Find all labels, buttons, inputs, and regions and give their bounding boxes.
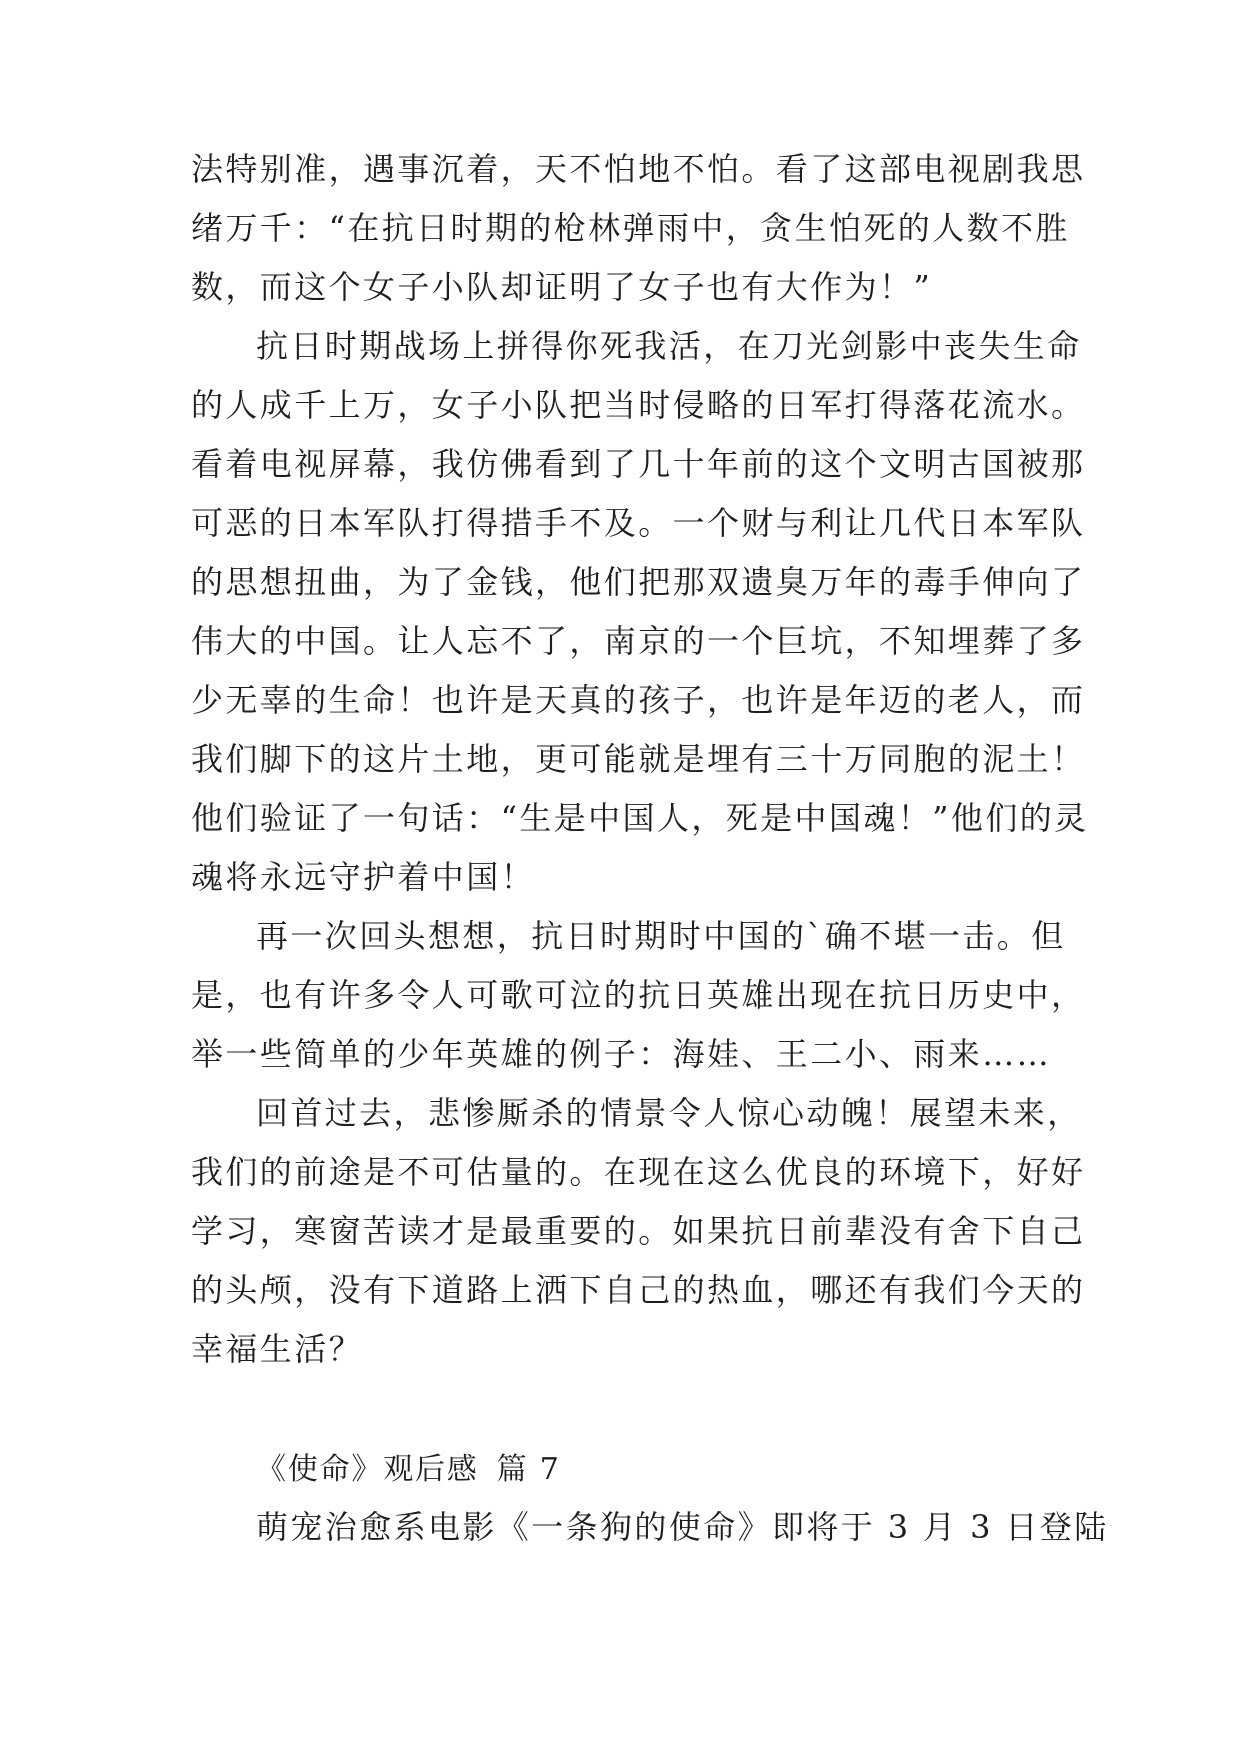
- paragraph-4-line-1: 回首过去，悲惨厮杀的情景令人惊心动魄！展望未来，: [256, 1094, 1082, 1132]
- paragraph-3-line-1: 再一次回头想想，抗日时期时中国的`确不堪一击。但: [256, 917, 1066, 955]
- paragraph-2-line-5: 的思想扭曲，为了金钱，他们把那双遗臭万年的毒手伸向了: [191, 563, 1086, 601]
- section-body: [191, 1498, 1109, 1557]
- section-heading: [256, 1445, 561, 1495]
- section-first-line: 萌宠治愈系电影《一条狗的使命》即将于 3 月 3 日登陆: [256, 1508, 1109, 1546]
- paragraph-4-line-3: 学习，寒窗苦读才是最重要的。如果抗日前辈没有舍下自己: [191, 1212, 1086, 1250]
- paragraph-2-line-9: 他们验证了一句话：“生是中国人，死是中国魂！”他们的灵: [191, 799, 1089, 837]
- section-title: 《使命》观后感: [256, 1452, 479, 1487]
- article-body: [191, 140, 1089, 1379]
- paragraph-1-line-3: 数，而这个女子小队却证明了女子也有大作为！”: [191, 268, 933, 306]
- paragraph-2-line-6: 伟大的中国。让人忘不了，南京的一个巨坑，不知埋葬了多: [191, 622, 1086, 660]
- paragraph-2-line-2: 的人成千上万，女子小队把当时侵略的日军打得落花流水。: [191, 386, 1086, 424]
- paragraph-3-line-2: 是，也有许多令人可歌可泣的抗日英雄出现在抗日历史中，: [191, 976, 1086, 1014]
- paragraph-3-line-3: 举一些简单的少年英雄的例子：海娃、王二小、雨来……: [191, 1035, 1052, 1073]
- section-number: 篇 7: [496, 1452, 561, 1487]
- paragraph-2-line-3: 看着电视屏幕，我仿佛看到了几十年前的这个文明古国被那: [191, 445, 1086, 483]
- paragraph-4-line-2: 我们的前途是不可估量的。在现在这么优良的环境下，好好: [191, 1153, 1086, 1191]
- paragraph-2-line-4: 可恶的日本军队打得措手不及。一个财与利让几代日本军队: [191, 504, 1086, 542]
- paragraph-1-line-1: 法特别准，遇事沉着，天不怕地不怕。看了这部电视剧我思: [191, 150, 1086, 188]
- paragraph-1-line-2: 绪万千：“在抗日时期的枪林弹雨中，贪生怕死的人数不胜: [191, 209, 1070, 247]
- paragraph-2-line-10: 魂将永远守护着中国！: [191, 858, 536, 896]
- paragraph-2-line-7: 少无辜的生命！也许是天真的孩子，也许是年迈的老人，而: [191, 681, 1086, 719]
- paragraph-4-line-4: 的头颅，没有下道路上洒下自己的热血，哪还有我们今天的: [191, 1271, 1086, 1309]
- paragraph-2-line-8: 我们脚下的这片土地，更可能就是埋有三十万同胞的泥土！: [191, 740, 1086, 778]
- paragraph-2-line-1: 抗日时期战场上拼得你死我活，在刀光剑影中丧失生命: [256, 327, 1082, 365]
- paragraph-4-line-5: 幸福生活？: [191, 1330, 364, 1368]
